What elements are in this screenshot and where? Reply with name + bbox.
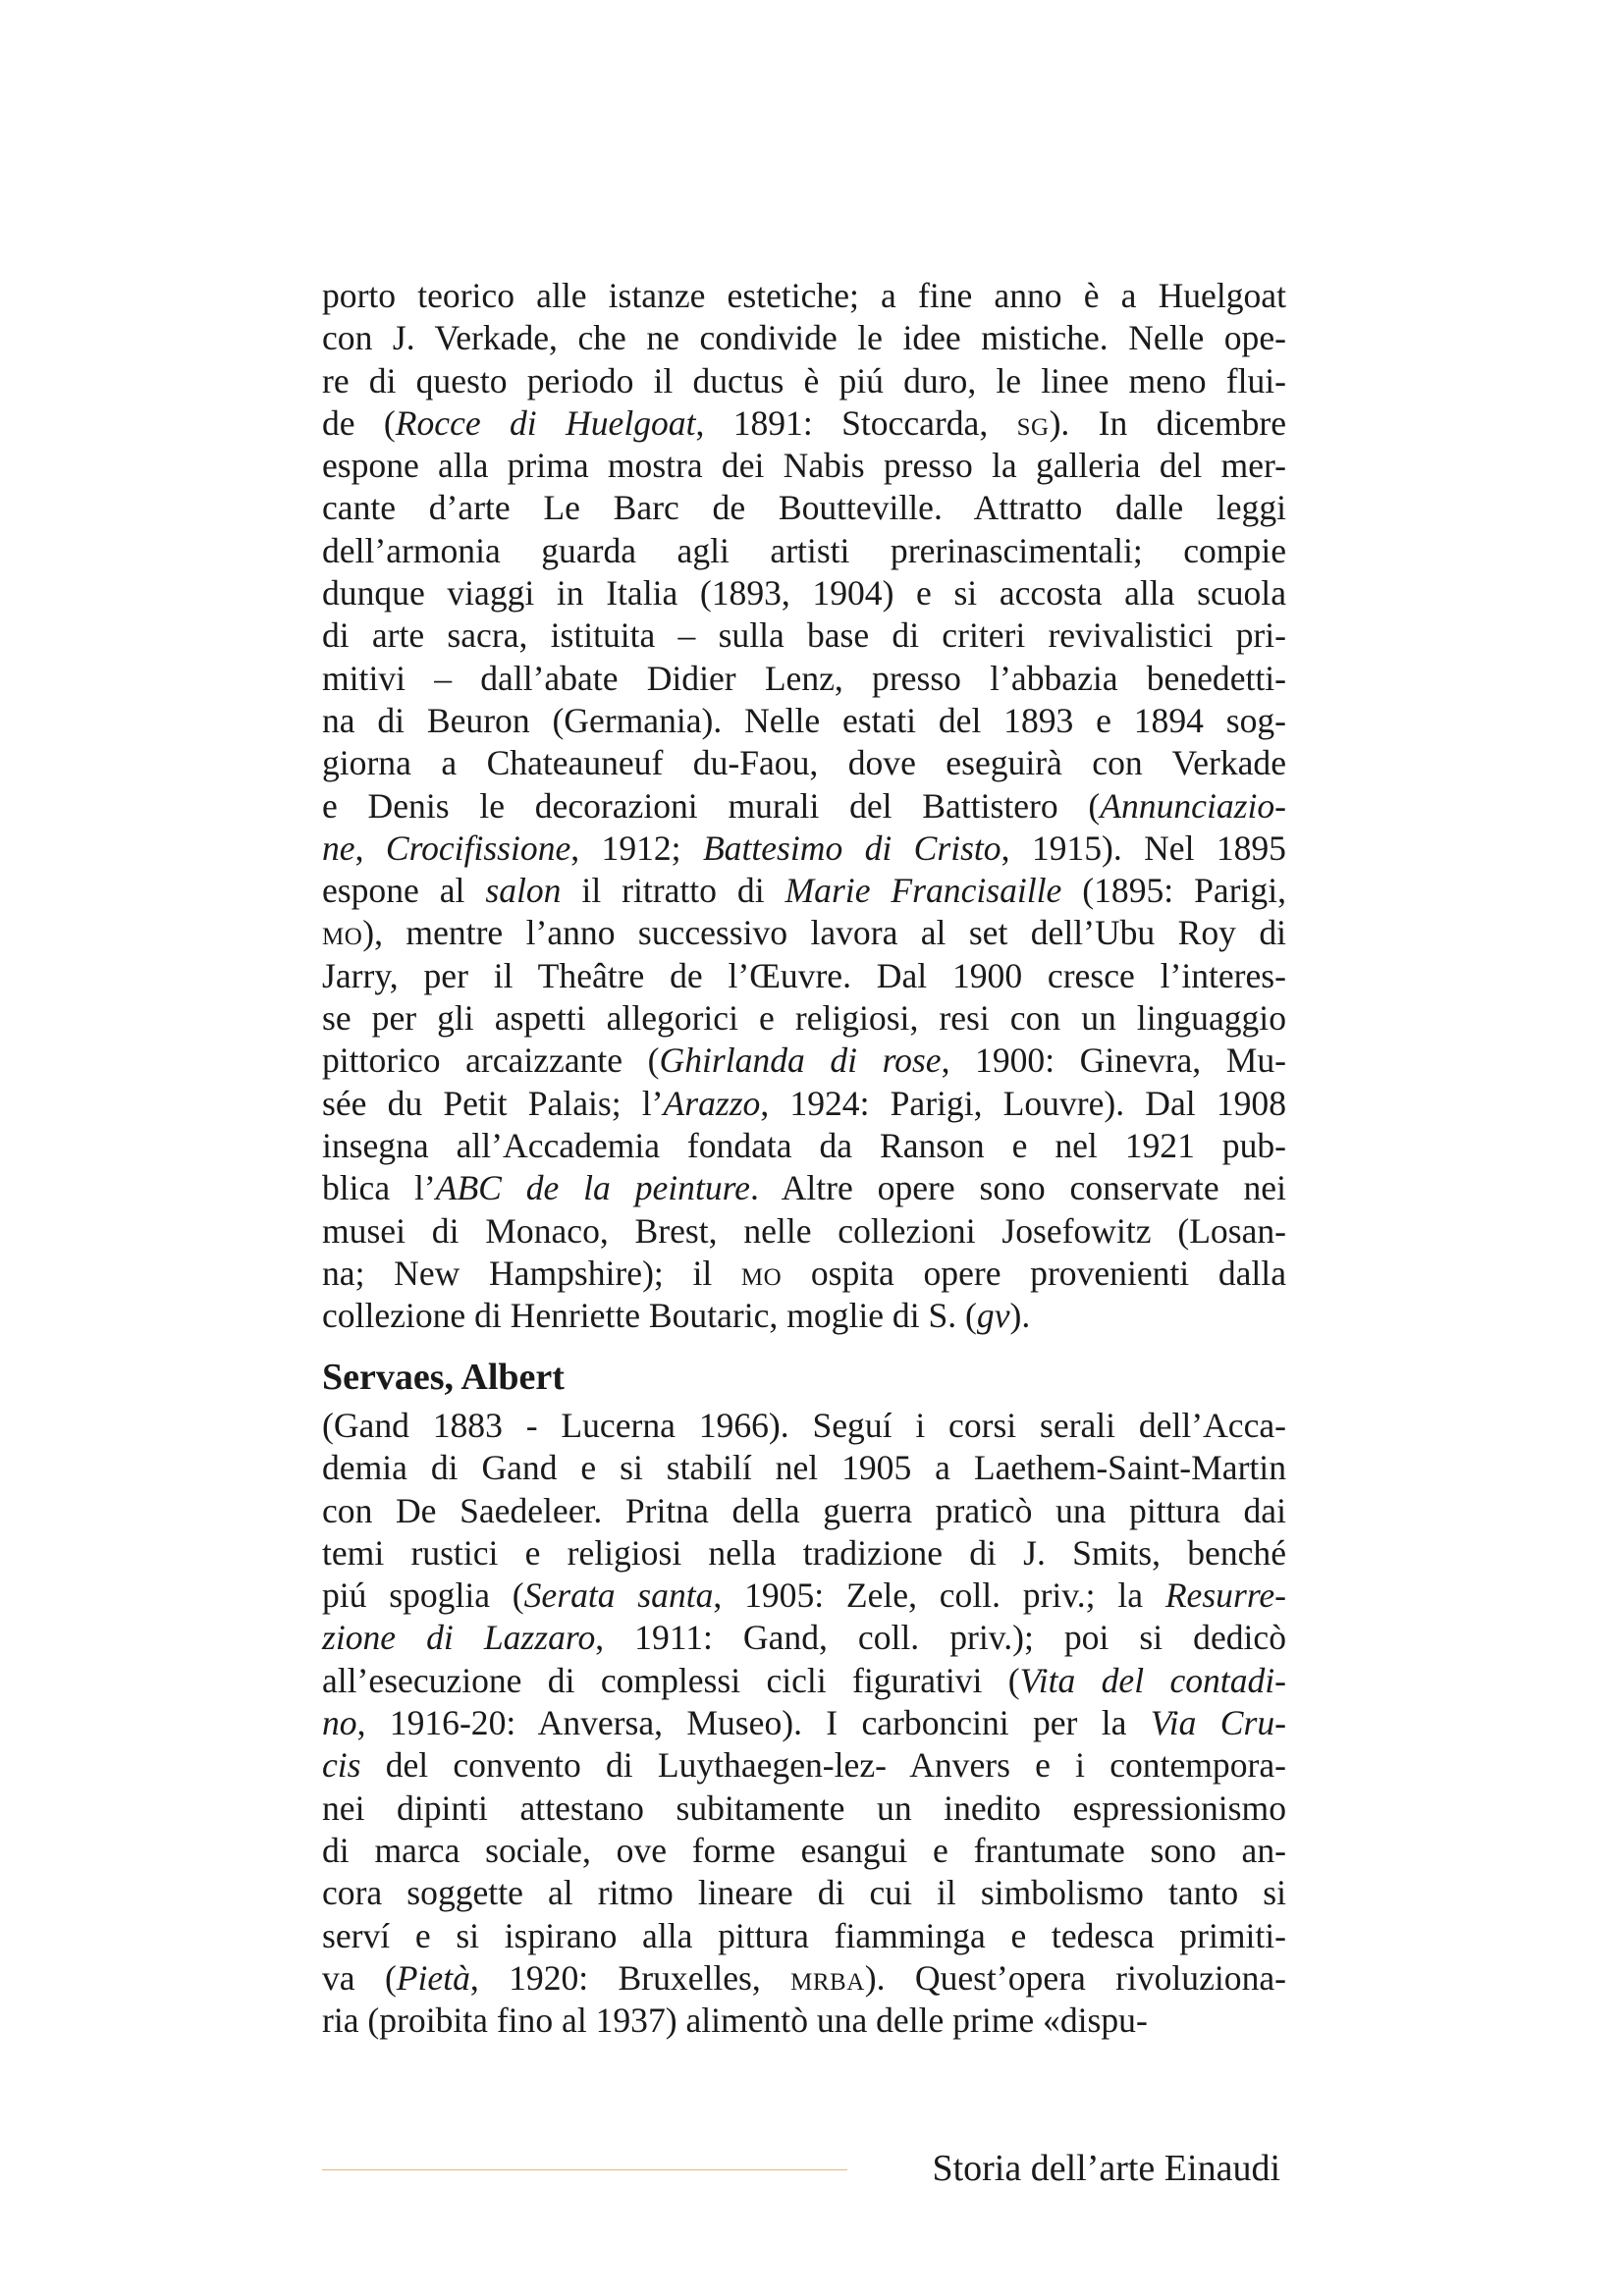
text-run: na; New Hampshire); il [322, 1253, 741, 1293]
text-line [322, 1617, 1286, 1659]
text-line [322, 487, 1286, 529]
text-run: blica l’ [322, 1168, 436, 1208]
text-run: na di Beuron (Germania). Nelle estati del 1893 e 1894 sog- [322, 700, 1286, 740]
text-run: nei dipinti attestano subitamente un inedito espressionismo [322, 1788, 1286, 1828]
text-line [322, 1830, 1286, 1872]
text-line [322, 2000, 1286, 2042]
text-line [322, 445, 1286, 487]
text-run: se per gli aspetti allegorici e religiosi, resi con un linguaggio [322, 998, 1286, 1039]
text-run: pittorico arcaizzante ( [322, 1041, 660, 1081]
italic-title: Marie Francisaille [784, 871, 1062, 911]
text-run: porto teorico alle istanze estetiche; a fine anno è a Huelgoat [322, 276, 1286, 315]
text-run: ria (proibita fino al 1937) alimentò una delle prime «dispu- [322, 2001, 1148, 2041]
italic-title: gv [976, 1296, 1010, 1336]
text-run: (Gand 1883 - Lucerna 1966). Seguí i corsi serali dell’Acca- [322, 1406, 1286, 1445]
text-run: insegna all’Accademia fondata da Ranson e nel 1921 pub- [322, 1125, 1286, 1165]
text-line [322, 1490, 1286, 1532]
italic-title: Crocifissione [385, 828, 571, 868]
text-run: ). Quest’opera rivoluziona- [864, 1957, 1286, 1998]
entry-heading: Servaes, Albert [322, 1357, 565, 1398]
text-line [322, 912, 1286, 954]
footer-rule [322, 2169, 847, 2170]
abbreviation: mrba [790, 1957, 865, 1998]
text-line [322, 997, 1286, 1040]
italic-title: Annunciazio- [1100, 785, 1286, 826]
text-run: con J. Verkade, che ne condivide le idee mistiche. Nelle ope- [322, 318, 1286, 358]
text-run: espone al [322, 871, 486, 911]
text-run: dunque viaggi in Italia (1893, 1904) e si accosta alla scuola [322, 573, 1286, 614]
italic-title: ne [322, 828, 355, 868]
text-run: , 1911: Gand, coll. priv.); poi si dedicò [595, 1618, 1286, 1658]
text-run: dell’armonia guarda agli artisti prerinascimentali; compie [322, 530, 1286, 570]
text-run: all’esecuzione di complessi cicli figurativi ( [322, 1660, 1020, 1700]
text-run: il ritratto di [561, 871, 785, 911]
text-line [322, 870, 1286, 912]
italic-title: ABC de la peinture [435, 1168, 750, 1208]
text-run: (1895: Parigi, [1061, 871, 1287, 911]
text-line [322, 742, 1286, 784]
text-line [322, 1210, 1286, 1253]
text-run: sée du Petit Palais; l’ [322, 1083, 664, 1123]
text-run: de ( [322, 402, 396, 443]
text-run: di marca sociale, ove forme esangui e frantumate sono an- [322, 1830, 1286, 1870]
text-run: serví e si ispirano alla pittura fiamminga e tedesca primiti- [322, 1915, 1286, 1955]
italic-title: Ghirlanda di rose [659, 1041, 942, 1081]
text-run: giorna a Chateauneuf du-Faou, dove eseguirà con Verkade [322, 743, 1286, 783]
text-line [322, 1702, 1286, 1744]
italic-title: salon [485, 871, 562, 911]
text-run: temi rustici e religiosi nella tradizione di J. Smits, benché [322, 1532, 1286, 1573]
text-run: collezione di Henriette Boutaric, moglie di S. ( [322, 1296, 977, 1336]
text-run: piú spoglia ( [322, 1575, 524, 1616]
text-line [322, 1532, 1286, 1575]
body-text-block-2 [322, 1405, 1286, 2042]
footer-title: Storia dell’arte Einaudi [932, 2148, 1280, 2189]
italic-title: Rocce di Huelgoat [395, 402, 696, 443]
italic-title: Vita del contadi- [1019, 1660, 1287, 1700]
text-run: ), mentre l’anno successivo lavora al set dell’Ubu Roy di [362, 913, 1286, 953]
italic-title: Battesimo di Cristo [702, 828, 1001, 868]
text-line [322, 530, 1286, 572]
text-line [322, 1083, 1286, 1125]
body-text-block-1 [322, 275, 1286, 1337]
text-line [322, 1660, 1286, 1702]
italic-title: zione di Lazzaro [322, 1618, 596, 1658]
text-run: va ( [322, 1957, 397, 1998]
text-run: , 1920: Bruxelles, [469, 1957, 791, 1998]
text-run: ). In dicembre [1049, 402, 1286, 443]
text-run: musei di Monaco, Brest, nelle collezioni Josefowitz (Losan- [322, 1210, 1286, 1251]
text-run: ). [1009, 1296, 1031, 1336]
italic-title: Via Cru- [1150, 1703, 1287, 1743]
text-line [322, 1253, 1286, 1295]
text-line [322, 1405, 1286, 1447]
text-line [322, 275, 1286, 317]
text-run: , [354, 828, 386, 868]
italic-title: cis [322, 1745, 361, 1786]
text-run: , 1912; [570, 828, 703, 868]
text-run: ospita opere provenienti dalla [782, 1253, 1286, 1293]
text-run: , 1905: Zele, coll. priv.; la [713, 1575, 1165, 1616]
abbreviation: mo [322, 913, 363, 953]
text-line [322, 1167, 1286, 1209]
text-line [322, 658, 1286, 700]
text-run: , 1924: Parigi, Louvre). Dal 1908 [760, 1083, 1286, 1123]
text-line [322, 785, 1286, 828]
italic-title: no [322, 1703, 357, 1743]
text-line [322, 1575, 1286, 1617]
text-line [322, 317, 1286, 359]
text-line [322, 828, 1286, 870]
text-run: espone alla prima mostra dei Nabis presso la galleria del mer- [322, 446, 1286, 486]
italic-title: Resurre- [1164, 1575, 1286, 1616]
text-run: demia di Gand e si stabilí nel 1905 a Laethem-Saint-Martin [322, 1448, 1286, 1488]
text-line [322, 1447, 1286, 1489]
text-line [322, 402, 1286, 445]
text-line [322, 572, 1286, 614]
text-run: , 1915). Nel 1895 [1001, 828, 1286, 868]
abbreviation: sg [1016, 402, 1050, 443]
text-line [322, 1872, 1286, 1914]
italic-title: Arazzo [663, 1083, 761, 1123]
text-run: cora soggette al ritmo lineare di cui il simbolismo tanto si [322, 1873, 1286, 1913]
text-run: e Denis le decorazioni murali del Battistero ( [322, 785, 1101, 826]
italic-title: Pietà [396, 1957, 470, 1998]
italic-title: Serata santa [523, 1575, 714, 1616]
text-line [322, 1295, 1286, 1337]
text-run: con De Saedeleer. Pritna della guerra praticò una pittura dai [322, 1490, 1286, 1530]
text-run: mitivi – dall’abate Didier Lenz, presso l’abbazia benedetti- [322, 658, 1286, 698]
text-line [322, 1744, 1286, 1787]
text-line [322, 955, 1286, 997]
text-run: cante d’arte Le Barc de Boutteville. Attratto dalle leggi [322, 488, 1286, 528]
text-run: , 1916-20: Anversa, Museo). I carboncini per la [356, 1703, 1151, 1743]
text-line [322, 700, 1286, 742]
text-line [322, 1915, 1286, 1957]
text-line [322, 614, 1286, 657]
text-run: di arte sacra, istituita – sulla base di criteri revivalistici pri- [322, 615, 1286, 656]
abbreviation: mo [740, 1253, 783, 1293]
text-line [322, 360, 1286, 402]
text-run: . Altre opere sono conservate nei [749, 1168, 1286, 1208]
text-line [322, 1040, 1286, 1082]
text-line [322, 1125, 1286, 1167]
text-line [322, 1788, 1286, 1830]
text-run: del convento di Luythaegen-lez- Anvers e i contempora- [360, 1745, 1286, 1786]
text-run: Jarry, per il Theâtre de l’Œuvre. Dal 1900 cresce l’interes- [322, 955, 1286, 995]
text-run: , 1891: Stoccarda, [695, 402, 1017, 443]
text-run: , 1900: Ginevra, Mu- [941, 1041, 1286, 1081]
text-line [322, 1957, 1286, 2000]
text-run: re di questo periodo il ductus è piú duro, le linee meno flui- [322, 360, 1286, 400]
